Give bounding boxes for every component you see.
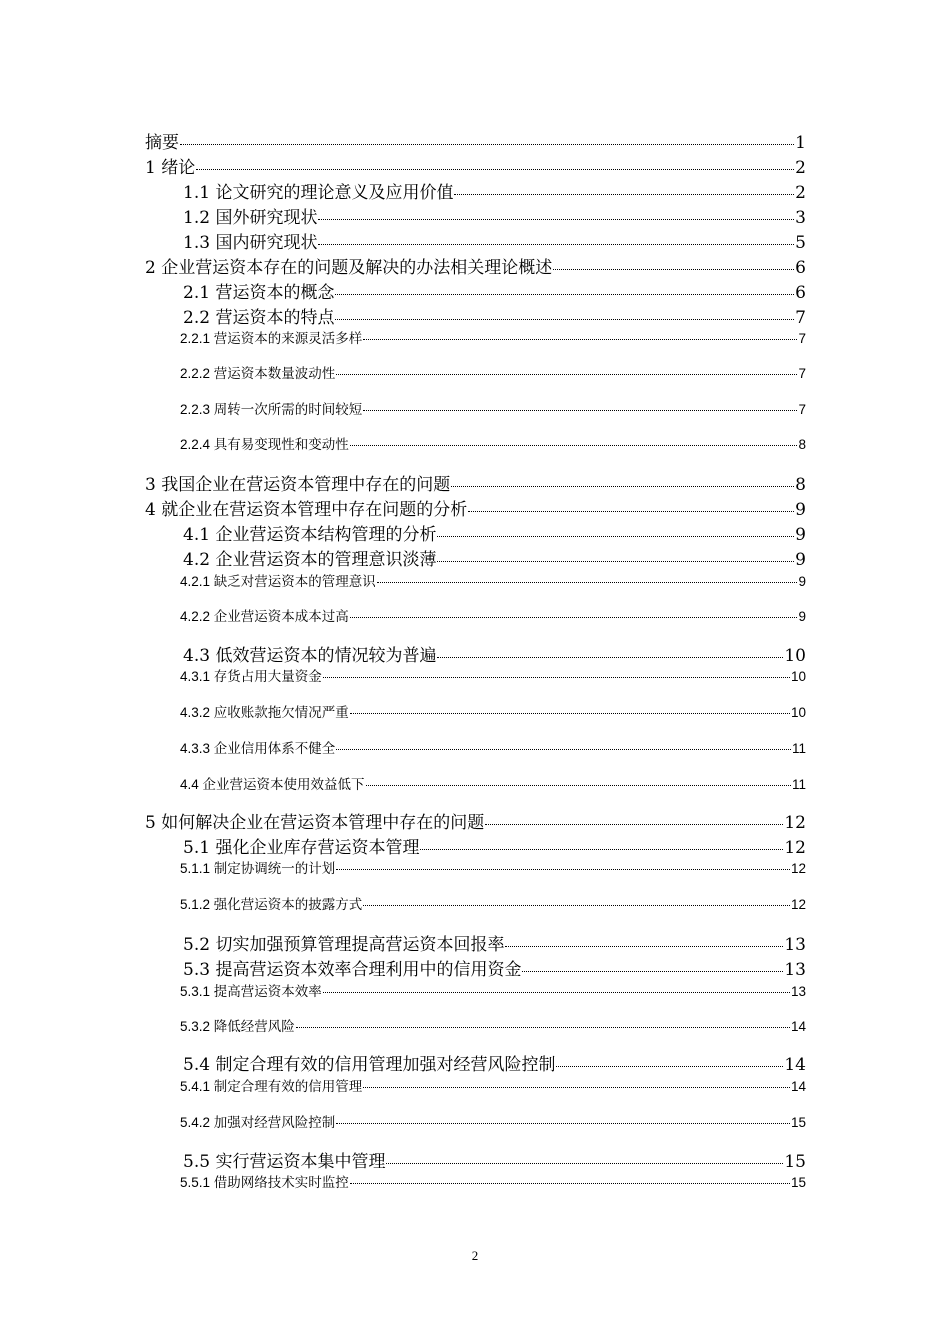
toc-dot-leader [335, 318, 794, 320]
toc-entry[interactable] [183, 930, 806, 955]
toc-entry-page: 12 [790, 861, 806, 876]
toc-entry-page: 2 [795, 183, 806, 203]
toc-entry-page: 13 [784, 960, 806, 980]
toc-entry[interactable] [180, 362, 806, 382]
toc-entry[interactable] [183, 955, 806, 980]
toc-entry-page: 9 [795, 550, 806, 570]
toc-entry[interactable] [145, 253, 806, 278]
toc-entry-page: 12 [790, 897, 806, 912]
toc-entry[interactable] [180, 701, 806, 721]
toc-entry-title: 4.3.3 企业信用体系不健全 [180, 741, 336, 756]
toc-entry[interactable] [183, 278, 806, 303]
toc-entry-title: 1 绪论 [145, 158, 196, 178]
toc-dot-leader [350, 1182, 790, 1184]
toc-dot-leader [522, 970, 783, 972]
toc-entry-title: 5.1.1 制定协调统一的计划 [180, 861, 336, 876]
toc-dot-leader [318, 243, 794, 245]
toc-entry-page: 6 [795, 283, 806, 303]
toc-entry-title: 2.2 营运资本的特点 [183, 308, 335, 328]
toc-dot-leader [196, 168, 794, 170]
toc-entry[interactable] [183, 1050, 806, 1075]
toc-dot-leader [454, 193, 794, 195]
toc-entry-title: 5.3.2 降低经营风险 [180, 1019, 295, 1034]
toc-entry[interactable] [180, 433, 806, 453]
toc-entry[interactable] [180, 665, 806, 685]
toc-dot-leader [323, 991, 790, 993]
toc-entry-title: 4.1 企业营运资本结构管理的分析 [183, 525, 437, 545]
toc-entry-title: 5.4.1 制定合理有效的信用管理 [180, 1079, 363, 1094]
toc-entry-page: 8 [795, 475, 806, 495]
toc-entry[interactable] [145, 470, 806, 495]
toc-entry-title: 2.1 营运资本的概念 [183, 283, 335, 303]
toc-entry-page: 12 [784, 838, 806, 858]
toc-entry-title: 5.5 实行营运资本集中管理 [183, 1152, 386, 1172]
toc-entry-title: 5.2 切实加强预算管理提高营运资本回报率 [183, 935, 505, 955]
toc-entry[interactable] [183, 203, 806, 228]
toc-dot-leader [336, 373, 797, 375]
toc-entry[interactable] [180, 980, 806, 1000]
toc-entry-page: 9 [795, 525, 806, 545]
toc-entry-page: 7 [798, 402, 806, 417]
toc-dot-leader [350, 444, 798, 446]
toc-entry-page: 9 [795, 500, 806, 520]
toc-dot-leader [451, 485, 794, 487]
toc-entry-page: 3 [795, 208, 806, 228]
toc-entry[interactable] [145, 128, 806, 153]
toc-entry-page: 11 [791, 777, 806, 792]
toc-entry-page: 13 [784, 935, 806, 955]
toc-entry[interactable] [183, 520, 806, 545]
toc-entry-title: 5.1 强化企业库存营运资本管理 [183, 838, 420, 858]
toc-entry-title: 5 如何解决企业在营运资本管理中存在的问题 [145, 813, 485, 833]
toc-dot-leader [437, 656, 783, 658]
toc-dot-leader [485, 823, 783, 825]
toc-entry-page: 15 [784, 1152, 806, 1172]
toc-entry-title: 2.2.3 周转一次所需的时间较短 [180, 402, 363, 417]
toc-entry-page: 14 [784, 1055, 806, 1075]
toc-entry[interactable] [180, 893, 806, 913]
toc-entry-title: 2.2.4 具有易变现性和变动性 [180, 437, 349, 452]
toc-entry-title: 5.4 制定合理有效的信用管理加强对经营风险控制 [183, 1055, 556, 1075]
toc-entry[interactable] [183, 545, 806, 570]
toc-entry-page: 10 [790, 705, 806, 720]
toc-entry-page: 6 [795, 258, 806, 278]
toc-dot-leader [366, 784, 791, 786]
toc-dot-leader [323, 676, 790, 678]
toc-entry-title: 摘要 [145, 133, 179, 153]
toc-entry-page: 7 [798, 331, 806, 346]
toc-entry[interactable] [180, 1111, 806, 1131]
toc-dot-leader [336, 868, 790, 870]
toc-entry[interactable] [180, 1015, 806, 1035]
toc-dot-leader [556, 1065, 783, 1067]
toc-entry[interactable] [183, 833, 806, 858]
toc-entry-page: 15 [790, 1175, 806, 1190]
toc-entry-page: 14 [790, 1019, 806, 1034]
toc-dot-leader [437, 560, 794, 562]
toc-entry-title: 5.3 提高营运资本效率合理利用中的信用资金 [183, 960, 522, 980]
toc-entry-title: 4 就企业在营运资本管理中存在问题的分析 [145, 500, 468, 520]
toc-entry-title: 5.5.1 借助网络技术实时监控 [180, 1175, 349, 1190]
toc-entry[interactable] [183, 178, 806, 203]
toc-entry[interactable] [180, 398, 806, 418]
toc-dot-leader [363, 1086, 790, 1088]
toc-entry-page: 2 [795, 158, 806, 178]
toc-entry[interactable] [183, 303, 806, 328]
toc-dot-leader [363, 409, 797, 411]
toc-entry-title: 4.2 企业营运资本的管理意识淡薄 [183, 550, 437, 570]
toc-dot-leader [296, 1026, 790, 1028]
toc-entry[interactable] [180, 737, 806, 757]
toc-dot-leader [336, 1122, 790, 1124]
toc-entry[interactable] [183, 641, 806, 666]
toc-entry-page: 8 [798, 437, 806, 452]
toc-entry-page: 13 [790, 984, 806, 999]
toc-entry-page: 7 [795, 308, 806, 328]
toc-entry[interactable] [180, 327, 806, 347]
toc-dot-leader [386, 1162, 783, 1164]
toc-dot-leader [363, 904, 790, 906]
toc-dot-leader [350, 712, 790, 714]
toc-entry-title: 4.3.2 应收账款拖欠情况严重 [180, 705, 349, 720]
toc-entry-page: 10 [784, 646, 806, 666]
toc-entry[interactable] [180, 605, 806, 625]
toc-entry[interactable] [183, 228, 806, 253]
toc-entry[interactable] [183, 1147, 806, 1172]
toc-entry-page: 1 [795, 133, 806, 153]
toc-dot-leader [350, 616, 798, 618]
toc-entry-page: 15 [790, 1115, 806, 1130]
toc-entry-title: 1.1 论文研究的理论意义及应用价值 [183, 183, 454, 203]
toc-entry-title: 3 我国企业在营运资本管理中存在的问题 [145, 475, 451, 495]
toc-entry-title: 4.4 企业营运资本使用效益低下 [180, 777, 365, 792]
toc-entry-title: 1.2 国外研究现状 [183, 208, 318, 228]
toc-entry-title: 4.3 低效营运资本的情况较为普遍 [183, 646, 437, 666]
toc-entry[interactable] [145, 153, 806, 178]
toc-dot-leader [420, 848, 783, 850]
toc-dot-leader [553, 268, 794, 270]
toc-entry-page: 10 [790, 669, 806, 684]
toc-dot-leader [377, 581, 798, 583]
toc-entry-page: 11 [791, 741, 806, 756]
toc-dot-leader [318, 218, 794, 220]
toc-entry-title: 2 企业营运资本存在的问题及解决的办法相关理论概述 [145, 258, 553, 278]
toc-entry[interactable] [180, 773, 806, 793]
toc-entry-title: 4.3.1 存货占用大量资金 [180, 669, 322, 684]
toc-entry[interactable] [145, 495, 806, 520]
toc-entry-title: 2.2.1 营运资本的来源灵活多样 [180, 331, 363, 346]
toc-entry-title: 5.3.1 提高营运资本效率 [180, 984, 322, 999]
toc-dot-leader [335, 293, 794, 295]
toc-entry-page: 14 [790, 1079, 806, 1094]
toc-dot-leader [180, 143, 794, 145]
toc-entry-title: 4.2.2 企业营运资本成本过高 [180, 609, 349, 624]
toc-entry[interactable] [145, 808, 806, 833]
toc-entry-page: 9 [798, 609, 806, 624]
toc-entry-title: 5.1.2 强化营运资本的披露方式 [180, 897, 363, 912]
toc-entry[interactable] [180, 1171, 806, 1191]
toc-entry-title: 1.3 国内研究现状 [183, 233, 318, 253]
toc-entry-page: 5 [795, 233, 806, 253]
page-number: 2 [471, 1248, 479, 1263]
toc-entry[interactable] [180, 1075, 806, 1095]
toc-entry[interactable] [180, 570, 806, 590]
toc-dot-leader [363, 338, 797, 340]
toc-dot-leader [505, 945, 783, 947]
toc-dot-leader [437, 535, 794, 537]
toc-entry-page: 9 [798, 574, 806, 589]
toc-dot-leader [336, 748, 791, 750]
toc-entry-title: 4.2.1 缺乏对营运资本的管理意识 [180, 574, 376, 589]
toc-entry-title: 5.4.2 加强对经营风险控制 [180, 1115, 336, 1130]
toc-entry-title: 2.2.2 营运资本数量波动性 [180, 366, 336, 381]
toc-entry-page: 7 [798, 366, 806, 381]
toc-entry-page: 12 [784, 813, 806, 833]
toc-dot-leader [468, 510, 794, 512]
toc-entry[interactable] [180, 857, 806, 877]
